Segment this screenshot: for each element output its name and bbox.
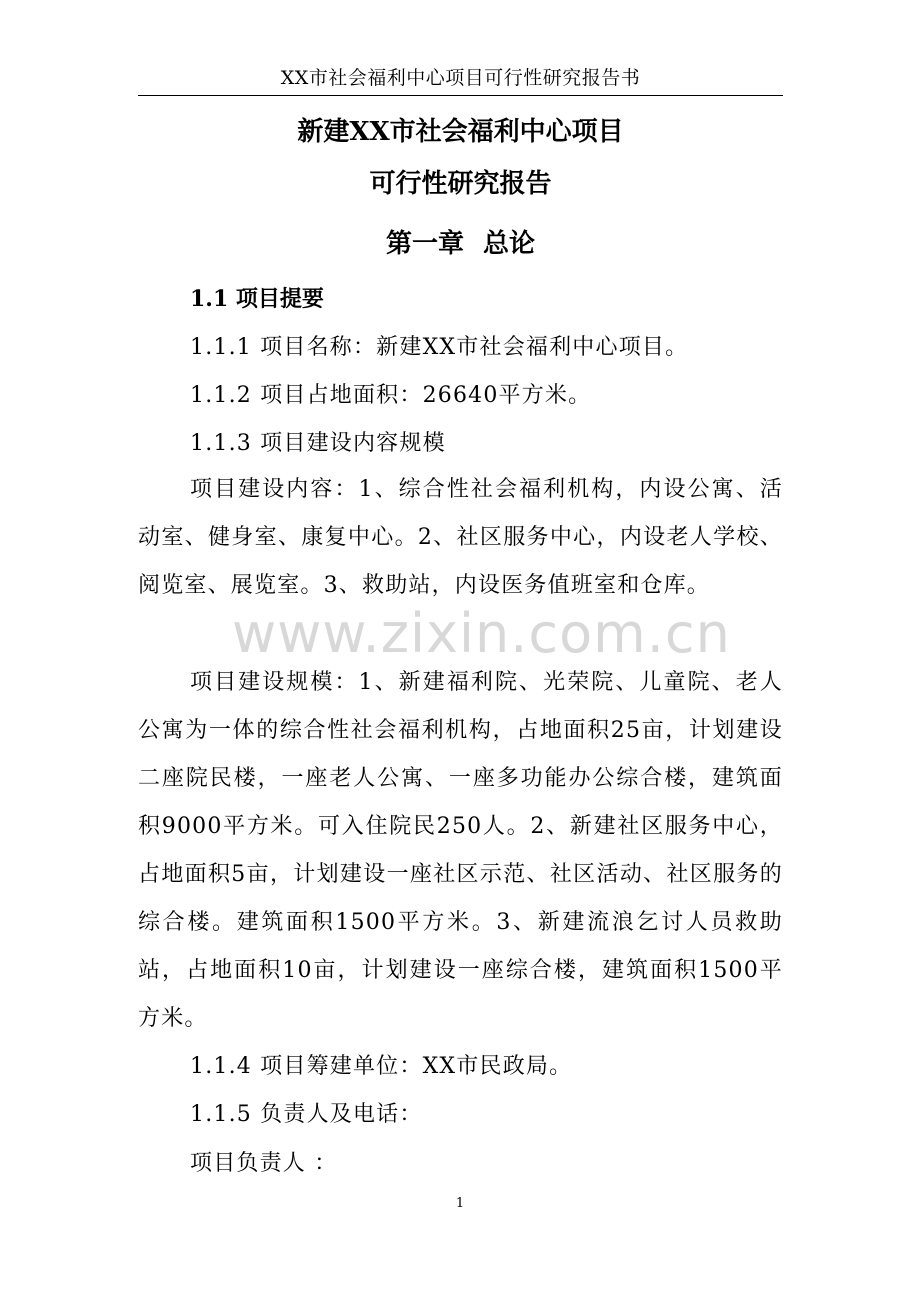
- page-number: 1: [455, 1196, 465, 1211]
- header-rule: [138, 95, 783, 96]
- chapter-heading: 第一章 总论: [385, 229, 536, 259]
- document-title-line-1: 新建XX市社会福利中心项目: [297, 117, 624, 147]
- document-title-line-2: 可行性研究报告: [369, 169, 552, 199]
- construction-scale-paragraph: 项目建设规模：1、新建福利院、光荣院、儿童院、老人公寓为一体的综合性社会福利机构，占地面积25亩，计划建设二座院民楼，一座老人公寓、一座多功能办公综合楼，建筑面积9000平方米。可入住院民250人。2、新建社区服务中心，占地面积5亩，计划建设一座社区示范、社区活动、社区服务的综合楼。建筑面积1500平方米。3、新建流浪乞讨人员救助站，占地面积10亩，计划建设一座综合楼，建筑面积1500平方米。: [138, 670, 783, 1031]
- item-1-1-3-construction-scope: 1.1.3 项目建设内容规模: [190, 431, 446, 456]
- watermark: www.zixin.com.cn: [232, 602, 731, 665]
- section-heading: 1.1 项目提要: [190, 286, 324, 312]
- item-1-1-2-land-area: 1.1.2 项目占地面积：26640平方米。: [190, 383, 592, 408]
- item-1-1-4-organizer: 1.1.4 项目筹建单位：XX市民政局。: [190, 1054, 573, 1079]
- item-1-1-5-contact: 1.1.5 负责人及电话：: [190, 1102, 423, 1127]
- construction-content-paragraph: 项目建设内容：1、综合性社会福利机构，内设公寓、活动室、健身室、康复中心。2、社区服务中心，内设老人学校、阅览室、展览室。3、救助站，内设医务值班室和仓库。: [138, 477, 783, 598]
- running-header: XX市社会福利中心项目可行性研究报告书: [280, 67, 641, 89]
- item-1-1-1-project-name: 1.1.1 项目名称：新建XX市社会福利中心项目。: [190, 335, 689, 360]
- project-leader-label: 项目负责人 ：: [190, 1151, 338, 1176]
